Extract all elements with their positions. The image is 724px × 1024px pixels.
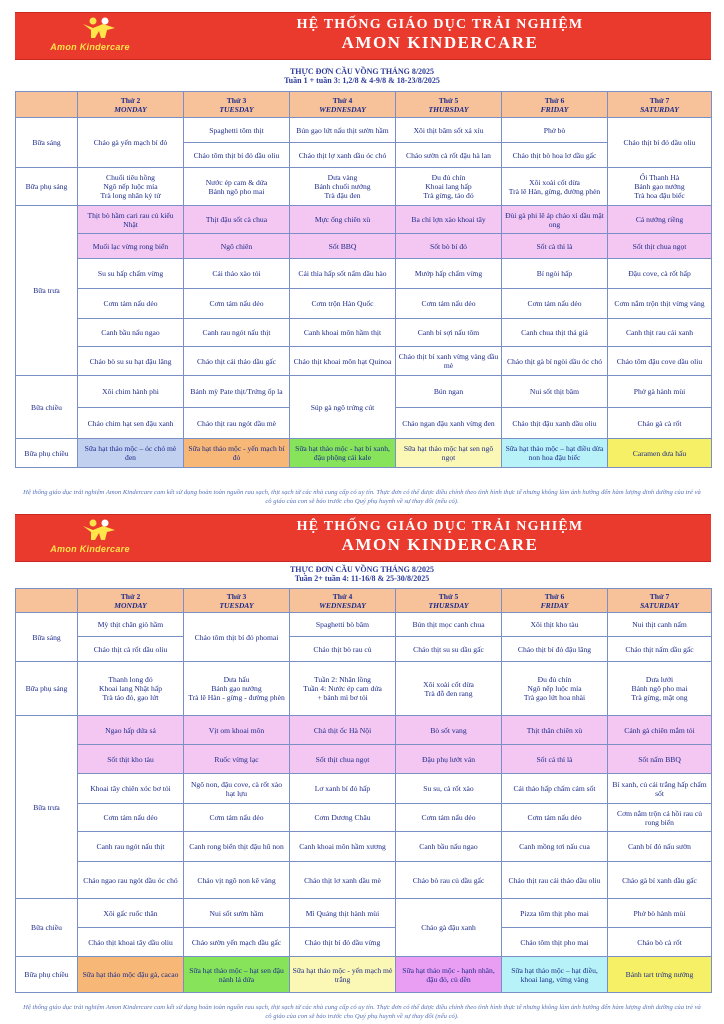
menu-cell: Cháo thịt rau cải thảo dầu oliu	[502, 862, 608, 899]
menu-cell: Nui thịt canh nấm	[608, 613, 712, 637]
menu-cell: Sốt nấm BBQ	[608, 745, 712, 774]
day-vn: Thứ 4	[332, 95, 353, 105]
corner-cell	[16, 92, 78, 118]
menu-cell: Cháo thịt su su dầu gấc	[396, 637, 502, 662]
menu-cell: Sữa hạt thảo mộc – hạt sen đậu nành lá dứa	[184, 957, 290, 993]
footer-note: Hệ thống giáo dục trải nghiệm Amon Kindercare cam kết sử dụng hoàn toàn nguồn rau sạch, thịt sạch từ các nhà cung cấp có uy tín. Thực đơn có thể được điều chỉnh theo tình hình thực tế nhưng không làm ảnh hưởng đến hàm lượng dinh dưỡng của trẻ và cô giáo của con sẽ báo trước cho Quý phụ huynh về sự thay đổi (nếu có).	[23, 1004, 701, 1020]
menu-cell: Bún ngan	[396, 376, 502, 408]
menu-cell: Mỳ thịt chân giò hầm	[78, 613, 184, 637]
menu-cell: Muối lạc vừng rong biển	[78, 234, 184, 259]
menu-cell: Ngô chiên	[184, 234, 290, 259]
menu-cell: Cơm tám nấu dẻo	[184, 804, 290, 832]
menu-cell: Cơm tám nấu dẻo	[502, 804, 608, 832]
day-en: SATURDAY	[640, 600, 679, 610]
day-header	[78, 589, 184, 613]
day-vn: Thứ 3	[226, 95, 247, 105]
menu-cell: Canh rau ngót nấu thịt	[184, 319, 290, 347]
menu-cell: Sốt BBQ	[290, 234, 396, 259]
menu-cell: Cháo vịt ngô non kê vàng	[184, 862, 290, 899]
menu-cell: Cánh gà chiên mắm tỏi	[608, 716, 712, 745]
menu-cell: Cháo ngao rau ngót dầu óc chó	[78, 862, 184, 899]
menu-cell: Cháo thịt gà bí ngòi dầu óc chó	[502, 347, 608, 376]
menu-cell: Cơm trộn Hàn Quốc	[290, 289, 396, 319]
menu-cell: Canh bí sợi nấu tôm	[396, 319, 502, 347]
header-banner	[15, 514, 711, 562]
menu-cell: Sữa hạt thảo mộc hạt sen ngô ngọt	[396, 439, 502, 468]
day-en: FRIDAY	[540, 600, 569, 610]
menu-cell: Spaghetti tôm thịt	[184, 118, 290, 143]
menu-cell: Đu đủ chín Khoai lang hấp Trà gừng, táo đỏ	[396, 168, 502, 206]
menu-cell: Đậu phụ lướt ván	[396, 745, 502, 774]
menu-cell: Nui sốt thịt băm	[502, 376, 608, 408]
day-vn: Thứ 4	[332, 591, 353, 601]
menu-cell: Pizza tôm thịt pho mai	[502, 899, 608, 928]
menu-cell: Nui sốt sườn hầm	[184, 899, 290, 928]
day-en: TUESDAY	[219, 104, 254, 114]
menu-cell: Xôi chim hành phi	[78, 376, 184, 408]
menu-cell: Sữa hạt thảo mộc - hạnh nhân, đậu đỏ, củ dền	[396, 957, 502, 993]
menu-cell: Spaghetti bò băm	[290, 613, 396, 637]
menu-cell: Canh khoai môn hầm xương	[290, 832, 396, 862]
menu-cell: Su su, cà rốt xào	[396, 774, 502, 804]
menu-cell: Thịt bò hầm cari rau củ kiểu Nhật	[78, 206, 184, 234]
menu-cell: Đùi gà phi lê áp chảo xì dầu mật ong	[502, 206, 608, 234]
menu-cell: Cháo tôm đậu cove dầu oliu	[608, 347, 712, 376]
menu-cell: Xôi thịt kho tàu	[502, 613, 608, 637]
menu-cell: Ruốc vừng lạc	[184, 745, 290, 774]
menu-cell: Cải thảo hấp chấm cảm sốt	[502, 774, 608, 804]
menu-cell: Xôi thịt băm sốt xá xíu	[396, 118, 502, 143]
menu-cell: Caramen dưa hấu	[608, 439, 712, 468]
menu-cell: Canh bầu nấu ngao	[396, 832, 502, 862]
meal-label: Bữa sáng	[16, 118, 78, 168]
menu-cell: Cơm nắm trộn cá hồi rau củ rong biển	[608, 804, 712, 832]
logo-text: Amon Kindercare	[50, 544, 130, 554]
menu-cell: Cháo thịt đậu xanh dầu oliu	[502, 408, 608, 439]
menu-cell: Thịt thăn chiên xù	[502, 716, 608, 745]
menu-cell: Tuần 2: Nhãn lồng Tuần 4: Nước ép cam dứa + bánh mì bơ tỏi	[290, 662, 396, 716]
banner-line-1: HỆ THỐNG GIÁO DỤC TRẢI NGHIỆM	[296, 17, 584, 32]
menu-cell: Ngao hấp dứa sả	[78, 716, 184, 745]
menu-cell: Cháo thịt bí đỏ dầu oliu	[608, 118, 712, 168]
menu-cell: Cháo thịt bí đỏ dầu vừng	[290, 928, 396, 957]
menu-cell: Mực ống chiên xù	[290, 206, 396, 234]
banner-line-2: AMON KINDERCARE	[341, 535, 539, 554]
menu-cell: Canh bầu nấu ngao	[78, 319, 184, 347]
day-en: SATURDAY	[640, 104, 679, 114]
meal-label: Bữa chiều	[16, 376, 78, 439]
menu-cell: Nước ép cam & dứa Bánh ngô pho mai	[184, 168, 290, 206]
menu-cell: Sữa hạt thảo mộc – hạt điều dừa non hoa đậu biếc	[502, 439, 608, 468]
menu-cell: Cháo thịt cà rốt dầu oliu	[78, 637, 184, 662]
menu-cell: Sữa hạt thảo mộc - yến mạch bí đỏ	[184, 439, 290, 468]
menu-cell: Khoai tây chiên xóc bơ tỏi	[78, 774, 184, 804]
menu-cell: Cháo thịt khoai tây dầu oliu	[78, 928, 184, 957]
day-header	[290, 92, 396, 118]
menu-cell: Sữa hạt thảo mộc - hạt bí xanh, đậu phộng cải kale	[290, 439, 396, 468]
menu-cell: Đậu cove, cà rốt hấp	[608, 259, 712, 289]
amon-logo	[25, 16, 155, 56]
menu-cell: Cháo gà đậu xanh	[396, 899, 502, 957]
menu-cell: Bí ngòi hấp	[502, 259, 608, 289]
menu-cell: Phở gà hành mùi	[608, 376, 712, 408]
menu-table	[15, 91, 712, 468]
menu-cell: Ba chỉ lợn xào khoai tây	[396, 206, 502, 234]
footer-note: Hệ thống giáo dục trải nghiệm Amon Kindercare cam kết sử dụng hoàn toàn nguồn rau sạch, thịt sạch từ các nhà cung cấp có uy tín. Thực đơn có thể được điều chỉnh theo tình hình thực tế nhưng không làm ảnh hưởng đến hàm lượng dinh dưỡng của trẻ và cô giáo của con sẽ báo trước cho Quý phụ huynh về sự thay đổi (nếu có).	[23, 489, 701, 505]
menu-cell: Cháo tôm thịt bí đỏ dầu oliu	[184, 143, 290, 168]
menu-cell: Cơm tám nấu dẻo	[502, 289, 608, 319]
day-header	[184, 92, 290, 118]
menu-cell: Cháo gà yến mạch bí đỏ	[78, 118, 184, 168]
menu-cell: Cháo gà bí xanh dầu gấc	[608, 862, 712, 899]
menu-cell: Bí xanh, củ cải trắng hấp chấm sốt	[608, 774, 712, 804]
menu-title: THỰC ĐƠN CẦU VỒNG THÁNG 8/2025	[289, 565, 435, 574]
menu-cell: Thịt đậu sốt cà chua	[184, 206, 290, 234]
menu-cell: Sốt thịt kho tàu	[78, 745, 184, 774]
menu-cell: Sốt bò bí đỏ	[396, 234, 502, 259]
menu-cell: Sốt thịt chua ngọt	[608, 234, 712, 259]
menu-cell: Xôi xoài cốt dừa Trà lê Hàn, gừng, đường phèn	[502, 168, 608, 206]
menu-cell: Canh rau ngót nấu thịt	[78, 832, 184, 862]
menu-cell: Bánh mỳ Pate thịt/Trứng ốp la	[184, 376, 290, 408]
menu-cell: Cháo tôm thịt pho mai	[502, 928, 608, 957]
day-header	[502, 92, 608, 118]
menu-cell: Cải thảo xào tỏi	[184, 259, 290, 289]
menu-cell: Cháo ngan đậu xanh vừng đen	[396, 408, 502, 439]
day-vn: Thứ 5	[438, 95, 459, 105]
menu-cell: Canh chua thịt thả giá	[502, 319, 608, 347]
corner-cell	[16, 589, 78, 613]
day-header	[608, 589, 712, 613]
menu-cell: Canh mồng tơi nấu cua	[502, 832, 608, 862]
menu-cell: Cơm tám nấu dẻo	[184, 289, 290, 319]
day-en: THURSDAY	[428, 104, 469, 114]
day-vn: Thứ 3	[226, 591, 247, 601]
day-header	[502, 589, 608, 613]
menu-cell: Cơm tám nấu dẻo	[78, 289, 184, 319]
menu-cell: Cháo bò cà rốt	[608, 928, 712, 957]
menu-cell: Xôi gấc ruốc thăn	[78, 899, 184, 928]
meal-label: Bữa phụ sáng	[16, 662, 78, 716]
day-header	[290, 589, 396, 613]
menu-cell: Cháo bò su su hạt đậu lăng	[78, 347, 184, 376]
menu-cell: Chuối tiêu hồng Ngô nếp luộc mía Trà long nhãn kỷ tử	[78, 168, 184, 206]
menu-cell: Cháo thịt khoai môn hạt Quinoa	[290, 347, 396, 376]
menu-cell: Cơm tám nấu dẻo	[78, 804, 184, 832]
menu-cell: Cháo chim hạt sen đậu xanh	[78, 408, 184, 439]
menu-cell: Bún thịt mọc canh chua	[396, 613, 502, 637]
meal-label: Bữa trưa	[16, 716, 78, 899]
banner-line-2: AMON KINDERCARE	[341, 33, 539, 52]
day-en: TUESDAY	[219, 600, 254, 610]
menu-cell: Sốt cá thì là	[502, 745, 608, 774]
menu-cell: Canh khoai môn hầm thịt	[290, 319, 396, 347]
day-header	[78, 92, 184, 118]
menu-cell: Cháo thịt lợ xanh dầu óc chó	[290, 143, 396, 168]
menu-cell: Phở bò	[502, 118, 608, 143]
day-header	[396, 589, 502, 613]
day-vn: Thứ 7	[649, 95, 670, 105]
menu-cell: Cải thìa hấp sốt nấm dầu hào	[290, 259, 396, 289]
meal-label: Bữa phụ chiều	[16, 957, 78, 993]
menu-cell: Sữa hạt thảo mộc – óc chó mè đen	[78, 439, 184, 468]
amon-logo	[25, 518, 155, 558]
menu-cell: Sữa hạt thảo mộc – hạt điều, khoai lang, vừng vàng	[502, 957, 608, 993]
menu-cell: Xôi xoài cốt dừa Trà đỗ đen rang	[396, 662, 502, 716]
menu-cell: Dưa vàng Bánh chuối nướng Trà đậu đen	[290, 168, 396, 206]
menu-cell: Sữa hạt thảo mộc - yến mạch mè trắng	[290, 957, 396, 993]
day-en: MONDAY	[114, 104, 147, 114]
day-header	[608, 92, 712, 118]
menu-cell: Ngô non, đậu cove, cà rốt xào hạt lựu	[184, 774, 290, 804]
day-vn: Thứ 6	[544, 95, 565, 105]
menu-cell: Cháo thịt cải thảo dầu gấc	[184, 347, 290, 376]
day-vn: Thứ 5	[438, 591, 459, 601]
day-header	[184, 589, 290, 613]
menu-cell: Sốt cà thì là	[502, 234, 608, 259]
menu-cell: Sữa hạt thảo mộc đậu gà, cacao	[78, 957, 184, 993]
menu-cell: Cá nướng riềng	[608, 206, 712, 234]
menu-cell: Bún gạo lứt nấu thịt sườn hầm	[290, 118, 396, 143]
menu-cell: Canh thịt rau cải xanh	[608, 319, 712, 347]
menu-cell: Cháo thịt rau ngót dầu mè	[184, 408, 290, 439]
children-figures-icon	[79, 16, 119, 40]
day-en: WEDNESDAY	[319, 600, 366, 610]
meal-label: Bữa phụ chiều	[16, 439, 78, 468]
menu-cell: Bò sốt vang	[396, 716, 502, 745]
meal-label: Bữa trưa	[16, 206, 78, 376]
menu-cell: Mì Quảng thịt hành mùi	[290, 899, 396, 928]
menu-cell: Cháo thịt nấm dầu gấc	[608, 637, 712, 662]
menu-cell: Vịt om khoai môn	[184, 716, 290, 745]
menu-cell: Sốt thịt chua ngọt	[290, 745, 396, 774]
menu-cell: Cháo thịt bò rau củ	[290, 637, 396, 662]
menu-cell: Cháo thịt bí đỏ đậu lăng	[502, 637, 608, 662]
menu-subtitle: Tuần 1 + tuần 3: 1,2/8 & 4-9/8 & 18-23/8/2025	[284, 76, 440, 85]
menu-cell: Canh bí đỏ nấu sườn	[608, 832, 712, 862]
menu-table	[15, 588, 712, 993]
day-vn: Thứ 2	[120, 591, 141, 601]
menu-cell: Canh rong biển thịt đậu hũ non	[184, 832, 290, 862]
header-banner	[15, 12, 711, 60]
menu-cell: Ổi Thanh Hà Bánh gạo nướng Trà hoa đậu biếc	[608, 168, 712, 206]
menu-title: THỰC ĐƠN CẦU VỒNG THÁNG 8/2025	[289, 67, 435, 76]
menu-cell: Bánh tart trứng nướng	[608, 957, 712, 993]
menu-cell: Cháo thịt bò hoa lơ dầu gấc	[502, 143, 608, 168]
menu-cell: Dưa hấu Bánh gạo nướng Trà lê Hàn - gừng - đường phèn	[184, 662, 290, 716]
menu-cell: Cơm tám nấu dẻo	[396, 804, 502, 832]
day-vn: Thứ 2	[120, 95, 141, 105]
menu-cell: Đu đủ chín Ngô nếp luộc mía Trà gạo lứt hoa nhài	[502, 662, 608, 716]
meal-label: Bữa chiều	[16, 899, 78, 957]
children-figures-icon	[79, 518, 119, 542]
menu-cell: Cháo sườn cà rốt đậu hà lan	[396, 143, 502, 168]
day-header	[396, 92, 502, 118]
menu-cell: Thanh long đỏ Khoai lang Nhật hấp Trà táo đỏ, gạo lứt	[78, 662, 184, 716]
menu-cell: Cháo thịt bí xanh vừng vàng dầu mè	[396, 347, 502, 376]
logo-text: Amon Kindercare	[50, 42, 130, 52]
menu-cell: Dưa lưới Bánh ngô pho mai Trà gừng, mật ong	[608, 662, 712, 716]
menu-cell: Cháo thịt lơ xanh dầu mè	[290, 862, 396, 899]
menu-subtitle: Tuần 2+ tuần 4: 11-16/8 & 25-30/8/2025	[294, 574, 430, 583]
menu-cell: Cháo gà cà rốt	[608, 408, 712, 439]
day-vn: Thứ 6	[544, 591, 565, 601]
menu-cell: Su su hấp chấm vừng	[78, 259, 184, 289]
day-en: WEDNESDAY	[319, 104, 366, 114]
day-en: THURSDAY	[428, 600, 469, 610]
menu-cell: Cơm Dương Châu	[290, 804, 396, 832]
menu-sheet-2	[0, 512, 724, 1024]
meal-label: Bữa sáng	[16, 613, 78, 662]
menu-cell: Cháo sườn yến mạch dầu gấc	[184, 928, 290, 957]
menu-cell: Chả thịt ốc Hà Nội	[290, 716, 396, 745]
day-vn: Thứ 7	[649, 591, 670, 601]
day-en: MONDAY	[114, 600, 147, 610]
menu-cell: Súp gà ngô trứng cút	[290, 376, 396, 439]
meal-label: Bữa phụ sáng	[16, 168, 78, 206]
menu-cell: Cháo bò rau củ dầu gấc	[396, 862, 502, 899]
menu-cell: Cơm tám nấu dẻo	[396, 289, 502, 319]
menu-cell: Mướp hấp chấm vừng	[396, 259, 502, 289]
menu-cell: Cơm nắm trộn thịt vừng vàng	[608, 289, 712, 319]
menu-cell: Lơ xanh bí đỏ hấp	[290, 774, 396, 804]
banner-line-1: HỆ THỐNG GIÁO DỤC TRẢI NGHIỆM	[296, 519, 584, 534]
day-en: FRIDAY	[540, 104, 569, 114]
menu-cell: Cháo tôm thịt bí đỏ phomai	[184, 613, 290, 662]
menu-cell: Phở bò hành mùi	[608, 899, 712, 928]
